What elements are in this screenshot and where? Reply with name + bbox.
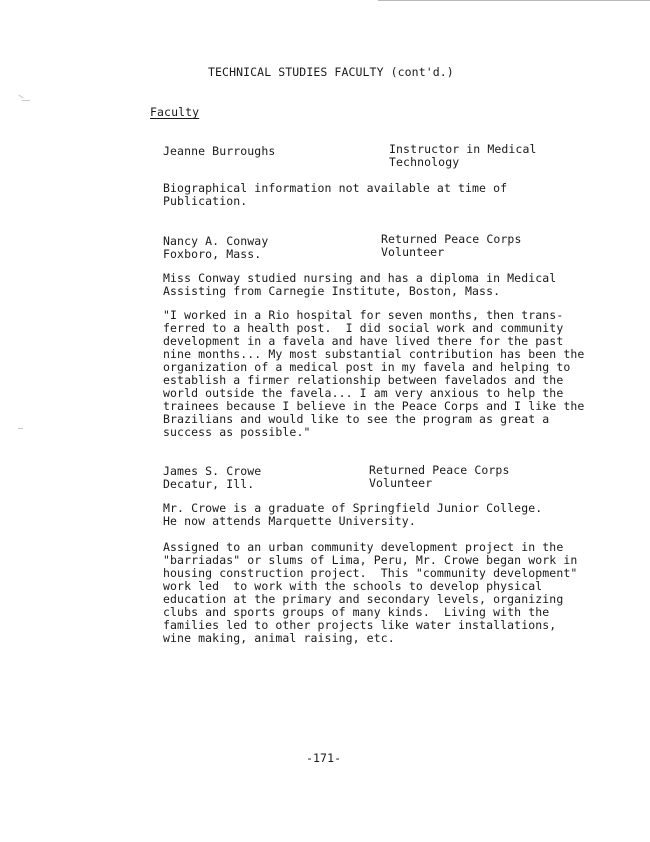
bio-text-line: Miss Conway studied nursing and has a diploma in Medical [163,271,557,285]
faculty-location: Foxboro, Mass. [163,247,262,261]
scan-speck [22,100,30,101]
bio-text-line: wine making, animal raising, etc. [163,631,395,645]
quote-text-line: ferred to a health post. I did social work and community [163,321,564,335]
bio-text-line: education at the primary and secondary levels, organizing [163,592,564,606]
bio-text-line: "barriadas" or slums of Lima, Peru, Mr. Crowe began work in [163,553,578,567]
faculty-name: Nancy A. Conway [163,234,269,248]
bio-text-line: families led to other projects like water installations, [163,618,557,632]
scan-speck [18,428,23,429]
faculty-role: Returned Peace Corps [381,232,522,246]
faculty-role: Volunteer [381,245,445,259]
bio-text-line: Biographical information not available at time of [163,181,508,195]
faculty-role: Returned Peace Corps [369,463,510,477]
bio-text-line: housing construction project. This "community development" [163,566,578,580]
quote-text-line: success as possible." [163,425,311,439]
bio-text-line: clubs and sports groups of many kinds. Living with the [163,605,550,619]
faculty-role: Volunteer [369,476,433,490]
faculty-name: Jeanne Burroughs [163,144,276,158]
faculty-location: Decatur, Ill. [163,477,255,491]
section-heading: Faculty [150,105,200,119]
bio-text-line: Assigned to an urban community development project in the [163,540,564,554]
quote-text-line: nine months... My most substantial contribution has been the [163,347,585,361]
quote-text-line: "I worked in a Rio hospital for seven months, then trans- [163,308,564,322]
scan-speck [18,94,23,98]
quote-text-line: development in a favela and have lived there for the past [163,334,564,348]
page-number: -171- [306,751,342,765]
faculty-role: Technology [389,155,460,169]
bio-text-line: work led to work with the schools to develop physical [163,579,543,593]
bio-text-line: He now attends Marquette University. [163,514,416,528]
quote-text-line: establish a firmer relationship between favelados and the [163,373,564,387]
page-title: TECHNICAL STUDIES FACULTY (cont'd.) [208,65,454,79]
bio-text-line: Mr. Crowe is a graduate of Springfield Junior College. [163,501,543,515]
faculty-name: James S. Crowe [163,464,262,478]
faculty-role: Instructor in Medical [389,142,537,156]
top-edge-rule [378,0,650,1]
quote-text-line: world outside the favela... I am very anxious to help the [163,386,564,400]
bio-text-line: Assisting from Carnegie Institute, Boston, Mass. [163,284,501,298]
bio-text-line: Publication. [163,194,248,208]
quote-text-line: Brazilians and would like to see the program as great a [163,412,550,426]
quote-text-line: trainees because I believe in the Peace Corps and I like the [163,399,585,413]
quote-text-line: organization of a medical post in my favela and helping to [163,360,571,374]
